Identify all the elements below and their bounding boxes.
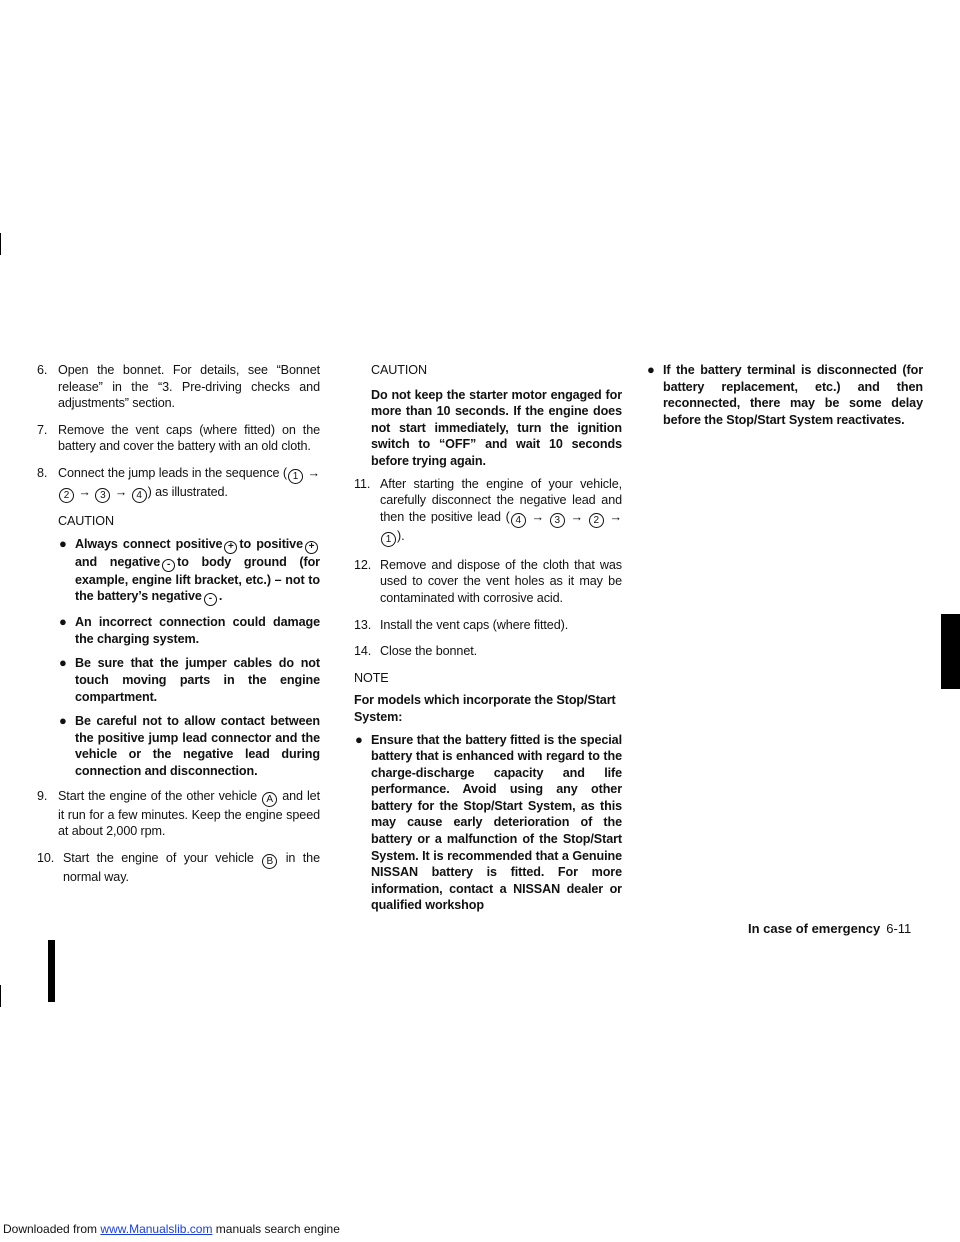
vehicle-b-callout: B	[262, 854, 277, 869]
bullet-icon: ●	[59, 614, 67, 630]
bullet-icon: ●	[355, 731, 363, 747]
bullet-icon: ●	[59, 535, 67, 551]
section-title: In case of emergency	[748, 921, 881, 936]
step-7: 7. Remove the vent caps (where fitted) on the battery and cover the battery with an old cloth.	[37, 422, 320, 454]
caution-text: Do not keep the starter motor engaged for more than 10 seconds. If the engine does not start immediately, turn the ignition switch to “OFF” and wait 10 seconds before trying again.	[371, 387, 622, 468]
page-footer	[748, 921, 911, 936]
page-number: 6-11	[886, 921, 912, 936]
download-watermark: Downloaded from www.Manualslib.com manuals search engine	[3, 1222, 340, 1236]
caution-bullet-3: ● Be sure that the jumper cables do not touch moving parts in the engine compartment.	[59, 655, 320, 704]
caution-bullet-1: ● Always connect positive + to positive + and negative - to body ground (for example, engine lift bracket, etc.) – not to the battery’s negative - .	[59, 535, 320, 605]
crop-mark-bottom-left	[0, 985, 1, 1007]
column-left	[37, 362, 320, 895]
step-8: 8. Connect the jump leads in the sequence ( 1 → 2 → 3 → 4 ) as illustrated.	[37, 465, 320, 501]
step-10: 10. Start the engine of your vehicle B in the normal way.	[37, 850, 320, 884]
step-7-text: Remove the vent caps (where fitted) on the battery and cover the battery with an old cloth.	[58, 422, 320, 454]
callout-3: 3	[95, 488, 110, 503]
caution-bullet-2: ● An incorrect connection could damage the charging system.	[59, 614, 320, 646]
bullet-icon: ●	[59, 655, 67, 671]
step-6-text: Open the bonnet. For details, see “Bonnet release” in the “3. Pre-driving checks and adjustments” section.	[58, 363, 320, 411]
bullet-icon: ●	[647, 362, 655, 377]
step-14: 14. Close the bonnet.	[354, 644, 478, 659]
column-right	[646, 362, 923, 436]
note-bullet-2: ● If the battery terminal is disconnected (for battery replacement, etc.) and then reconnected, there may be some delay before the Stop/Start System reactivates.	[647, 362, 923, 427]
positive-terminal-icon: +	[305, 541, 318, 554]
callout-2: 2	[589, 513, 604, 528]
step-9: 9. Start the engine of the other vehicle A and let it run for a few minutes. Keep the engine speed at about 2,000 rpm.	[37, 788, 320, 839]
bullet-icon: ●	[59, 713, 67, 729]
step-12: 12. Remove and dispose of the cloth that was used to cover the vent holes as it may be contaminated with corrosive acid.	[354, 557, 622, 605]
negative-terminal-icon: -	[162, 559, 175, 572]
callout-3: 3	[550, 513, 565, 528]
note-heading: NOTE	[354, 670, 389, 685]
column-middle	[354, 362, 622, 922]
vehicle-a-callout: A	[262, 792, 277, 807]
chapter-tab	[941, 614, 960, 689]
caution-heading: CAUTION	[371, 363, 427, 377]
note-bullet-1: ● Ensure that the battery fitted is the special battery that is enhanced with regard to the charge-discharge capacity and life performance. Avoid using any other battery for the Stop/Start System, as this may cause early deterioration of the battery or a malfunction of the Stop/Start System. It is recommended that a Genuine NISSAN battery is fitted. For more information, contact a NISSAN dealer or qualified workshop	[355, 731, 622, 913]
step-13: 13. Install the vent caps (where fitted).	[354, 617, 569, 632]
step-6: 6. Open the bonnet. For details, see “Bonnet release” in the “3. Pre-driving checks and adjustments” section.	[37, 363, 320, 411]
callout-4: 4	[511, 513, 526, 528]
caution-list	[58, 536, 320, 780]
note-intro: For models which incorporate the Stop/Start System:	[354, 693, 616, 724]
step-11: 11. After starting the engine of your vehicle, carefully disconnect the negative lead and then the positive lead ( 4 → 3 → 2 → 1 ).	[354, 476, 622, 545]
caution-block	[371, 362, 622, 470]
positive-terminal-icon: +	[224, 541, 237, 554]
margin-bar	[48, 940, 55, 1002]
callout-4: 4	[132, 488, 147, 503]
manualslib-link[interactable]: www.Manualslib.com	[100, 1222, 213, 1236]
negative-terminal-icon: -	[204, 593, 217, 606]
callout-2: 2	[59, 488, 74, 503]
callout-1: 1	[381, 532, 396, 547]
caution-bullet-4: ● Be careful not to allow contact between the positive jump lead connector and the vehicle or the negative lead during connection and disconnection.	[59, 713, 320, 778]
crop-mark-top-left	[0, 233, 1, 255]
caution-heading: CAUTION	[58, 513, 114, 528]
callout-1: 1	[288, 469, 303, 484]
